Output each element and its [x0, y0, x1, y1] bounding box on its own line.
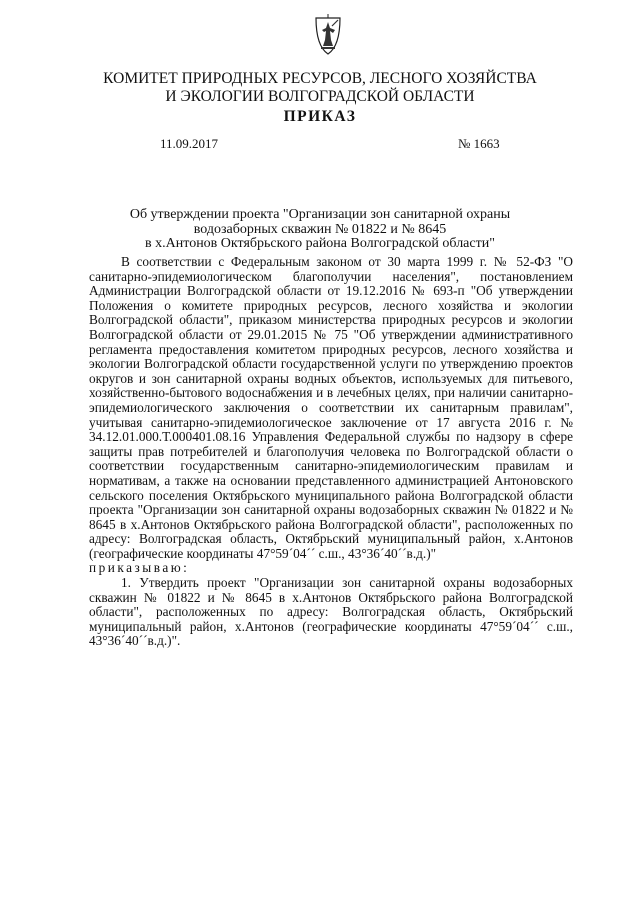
- subject-line1: Об утверждении проекта "Организации зон санитарной охраны: [129, 207, 511, 222]
- document-header: [0, 70, 640, 126]
- subject-line3: в х.Антонов Октябрьского района Волгоградской области": [145, 236, 495, 251]
- order-word: приказываю:: [89, 560, 190, 576]
- subject-line2: водозаборных скважин № 01822 и № 8645: [193, 221, 447, 237]
- preamble-paragraph: В соответствии с Федеральным законом от 30 марта 1999 г. № 52-ФЗ "О санитарно-эпидемиологическом благополучии населения", постановлением Администрации Волгоградской области от 19.12.2016 № 693-п "Об утверждении Положения о комитете природных ресурсов, лесного хозяйства и экологии Волгоградской области", приказом министерства природных ресурсов и экологии Волгоградской области от 29.01.2015 № 75 "Об утверждении административного регламента предоставления комитетом природных ресурсов, лесного хозяйства и экологии Волгоградской области государственной услуги по утверждению проектов округов и зон санитарной охраны водных объектов, используемых для питьевого, хозяйственно-бытового водоснабжения и в лечебных целях, при наличии санитарно-эпидемиологического заключения о соответствии их санитарным правилам", учитывая санитарно-эпидемиологическое заключение от 17 августа 2016 г. № 34.12.01.000.Т.000401.08.16 Управления Федеральной службы по надзору в сфере защиты прав потребителей и благополучия человека по Волгоградской области о соответствии государственным санитарно-эпидемиологическим правилам и нормативам, а также на основании представленного администрацией Антоновского сельского поселения Октябрьского муниципального района Волгоградской области проекта "Организации зон санитарной охраны водозаборных скважин № 01822 и № 8645 в х.Антонов Октябрьского района Волгоградской области", расположенных по адресу: Волгоградская область, Октябрьский муниципальный район, х.Антонов (географические координаты 47°59´04´´ с.ш., 43°36´40´´в.д.)": [89, 254, 573, 561]
- document-subject: [0, 208, 640, 252]
- org-name-line2: И ЭКОЛОГИИ ВОЛГОГРАДСКОЙ ОБЛАСТИ: [165, 88, 475, 105]
- document-body: [89, 255, 573, 649]
- document-type: ПРИКАЗ: [283, 108, 357, 125]
- order-item-1: 1. Утвердить проект "Организации зон санитарной охраны водозаборных скважин № 01822 и № 8645 в х.Антонов Октябрьского района Волгоградской области", расположенных по адресу: Волгоградская область, Октябрьский муниципальный район, х.Антонов (географические координаты 47°59´04´´ с.ш., 43°36´40´´в.д.)".: [89, 575, 573, 649]
- volgograd-emblem-icon: [312, 12, 344, 56]
- document-date: 11.09.2017: [160, 136, 219, 151]
- document-number: № 1663: [458, 136, 500, 151]
- org-name-line1: КОМИТЕТ ПРИРОДНЫХ РЕСУРСОВ, ЛЕСНОГО ХОЗЯЙСТВА: [103, 70, 537, 87]
